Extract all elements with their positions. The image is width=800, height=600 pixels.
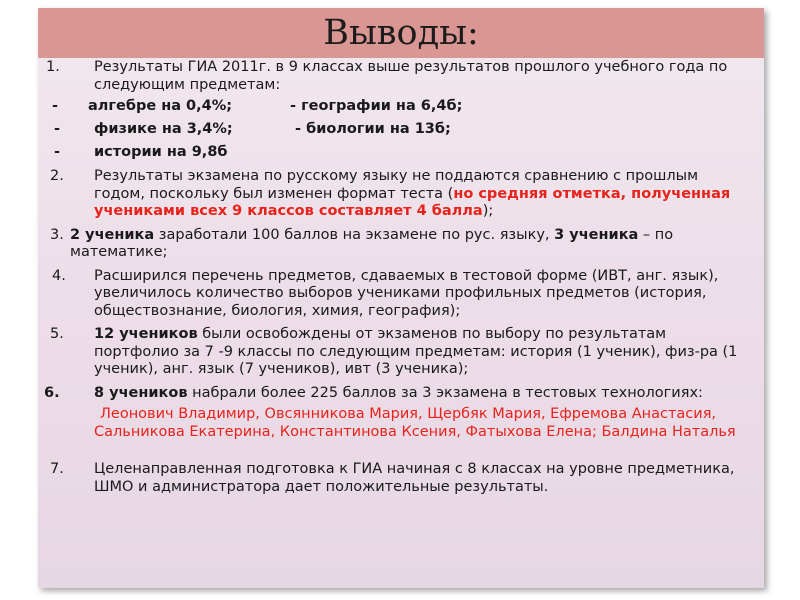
item-number: 7. bbox=[50, 461, 64, 477]
item-number: 3. bbox=[50, 226, 64, 243]
item-text: Целенаправленная подготовка к ГИА начиная с 8 классах на уровне предметника, ШМО и администратора дает положительные результаты. bbox=[94, 461, 735, 495]
list-item-4 bbox=[38, 268, 764, 321]
item-text: заработали 100 баллов на экзамене по рус. языку, bbox=[154, 226, 555, 243]
item-text: Расширился перечень предметов, сдаваемых в тестовой форме (ИВТ, анг. язык), увеличилось количество выборов учениками профильных предметов (история, обществознание, биология, химия, география); bbox=[94, 267, 719, 319]
subject-algebra: алгебре на 0,4%; bbox=[88, 98, 233, 114]
count-top-scorers: 8 учеников bbox=[94, 384, 188, 401]
item-number: 6. bbox=[44, 384, 60, 401]
subject-geography: - географии на 6,4б; bbox=[290, 98, 463, 114]
subject-physics: физике на 3,4%; bbox=[94, 121, 233, 137]
list-item-5 bbox=[38, 326, 764, 379]
item-text-end: – по математике; bbox=[70, 226, 674, 260]
dash: - bbox=[52, 98, 59, 114]
subject-row-3 bbox=[38, 144, 764, 163]
item-text-end: ); bbox=[482, 203, 494, 219]
list-item-1 bbox=[38, 59, 764, 94]
item-text: Результаты экзамена по русскому языку не поддаются сравнению с прошлым годом, поскольку был изменен формат теста ( bbox=[94, 168, 699, 202]
list-item-6 bbox=[38, 385, 764, 403]
item-text: Результаты ГИА 2011г. в 9 классах выше результатов прошлого учебного года по следующим предметам: bbox=[94, 59, 728, 93]
count-exempted: 12 учеников bbox=[94, 326, 198, 342]
item-number: 4. bbox=[52, 267, 66, 284]
subject-biology: - биологии на 13б; bbox=[295, 121, 451, 137]
slide bbox=[38, 8, 764, 588]
subject-row-1 bbox=[38, 98, 764, 117]
item-number: 5. bbox=[50, 326, 64, 342]
dash: - bbox=[54, 144, 61, 160]
dash: - bbox=[54, 121, 61, 137]
item-text: набрали более 225 баллов за 3 экзамена в тестовых технологиях: bbox=[187, 384, 703, 401]
subject-row-2 bbox=[38, 121, 764, 140]
item-number: 2. bbox=[50, 168, 64, 184]
list-item-3 bbox=[38, 227, 764, 262]
slide-title: Выводы: bbox=[323, 13, 479, 53]
item-text: были освобождены от экзаменов по выбору по результатам портфолио за 7 -9 классы по следующим предметам: история (1 ученик), физ-ра (1 ученик), анг. язык (7 учеников), ивт (3 ученика); bbox=[94, 326, 738, 377]
names-text: Леонович Владимир, Овсянникова Мария, Щербяк Мария, Ефремова Анастасия, Сальникова Екатерина, Константинова Ксения, Фатыхова Елена; Балдина Наталья bbox=[94, 406, 736, 440]
list-item-2 bbox=[38, 168, 764, 221]
list-item-7 bbox=[38, 461, 764, 496]
subject-history: истории на 9,8б bbox=[94, 144, 228, 160]
average-grade-note: но средняя отметка, полученная учениками всех 9 классов составляет 4 балла bbox=[94, 185, 731, 219]
conclusions-list bbox=[38, 59, 764, 496]
item-number: 1. bbox=[46, 59, 60, 75]
count-100-math: 3 ученика bbox=[554, 226, 639, 243]
top-scorer-names bbox=[38, 406, 764, 441]
count-100-russian: 2 ученика bbox=[70, 226, 155, 243]
